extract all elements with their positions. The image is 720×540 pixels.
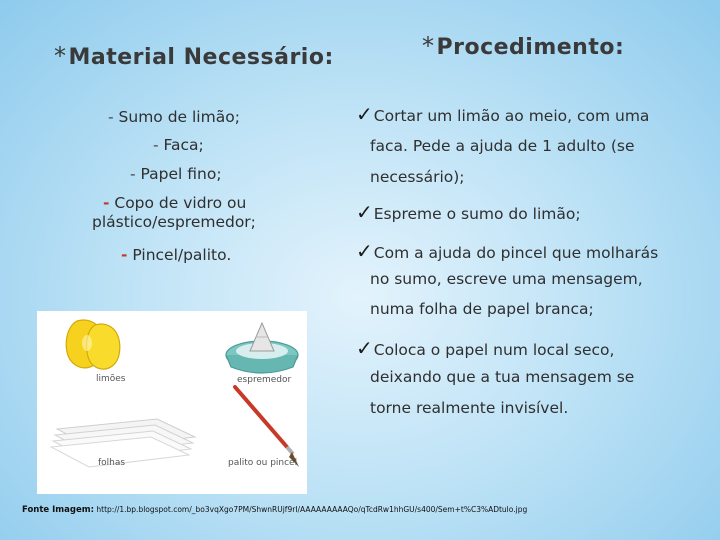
procedure-text: Espreme o sumo do limão; <box>373 205 581 223</box>
material-item <box>130 165 222 183</box>
material-item-text: Sumo de limão; <box>118 108 240 126</box>
procedure-step <box>356 332 614 367</box>
procedure-continued <box>370 137 634 155</box>
source-label: Fonte Imagem: <box>22 505 95 515</box>
procedure-step <box>356 98 649 133</box>
procedure-text: Coloca o papel num local seco, <box>373 341 615 359</box>
procedure-text: numa folha de papel branca; <box>370 300 594 318</box>
item-dash: - <box>121 246 128 264</box>
procedure-text: necessário); <box>370 168 465 186</box>
checkmark-icon: ✓ <box>356 336 373 360</box>
caption-juicer: espremedor <box>237 375 292 385</box>
caption-paper: folhas <box>98 458 126 468</box>
title-star: * <box>422 32 435 60</box>
procedure-continued <box>370 300 594 318</box>
image-source <box>22 505 527 515</box>
procedure-continued <box>370 168 465 186</box>
procedure-text: torne realmente invisível. <box>370 399 569 417</box>
material-item <box>121 246 231 264</box>
procedure-step <box>356 235 658 270</box>
material-title <box>54 42 334 70</box>
procedure-continued <box>370 399 568 417</box>
material-item-continued <box>92 213 256 231</box>
materials-illustration <box>37 311 307 494</box>
source-url: http://1.bp.blogspot.com/_bo3vqXgo7PM/ShwnRUjf9rI/AAAAAAAAAQo/qTcdRw1hhGU/s400/Sem+t%C3%ADtulo.jpg <box>96 505 528 514</box>
material-item-text: Pincel/palito. <box>132 246 232 264</box>
procedure-continued <box>370 368 634 386</box>
material-item-text: Copo de vidro ou <box>114 194 247 212</box>
material-item-text: plástico/espremedor; <box>92 213 256 231</box>
procedure-title <box>422 32 624 60</box>
procedure-title-text: Procedimento: <box>436 35 625 60</box>
checkmark-icon: ✓ <box>356 239 373 263</box>
checkmark-icon: ✓ <box>356 200 373 224</box>
juicer-icon <box>226 323 298 373</box>
material-item-text: Faca; <box>163 136 204 154</box>
item-dash: - <box>108 108 114 126</box>
procedure-step <box>356 196 581 231</box>
title-star: * <box>54 42 67 70</box>
item-dash: - <box>103 194 110 212</box>
procedure-text: Cortar um limão ao meio, com uma <box>373 107 650 125</box>
caption-lemons: limões <box>96 374 126 384</box>
procedure-text: Com a ajuda do pincel que molharás <box>373 244 659 262</box>
item-dash: - <box>153 136 159 154</box>
caption-brush: palito ou pincel <box>228 458 298 468</box>
procedure-text: no sumo, escreve uma mensagem, <box>370 270 643 288</box>
procedure-text: deixando que a tua mensagem se <box>370 368 635 386</box>
procedure-continued <box>370 270 643 288</box>
material-item <box>103 194 246 212</box>
material-item <box>153 136 204 154</box>
procedure-text: faca. Pede a ajuda de 1 adulto (se <box>370 137 635 155</box>
checkmark-icon: ✓ <box>356 102 373 126</box>
brush-icon <box>235 387 299 467</box>
material-title-text: Material Necessário: <box>68 45 334 70</box>
item-dash: - <box>130 165 136 183</box>
material-item-text: Papel fino; <box>140 165 222 183</box>
material-item <box>108 108 240 126</box>
lemons-icon <box>66 320 120 369</box>
